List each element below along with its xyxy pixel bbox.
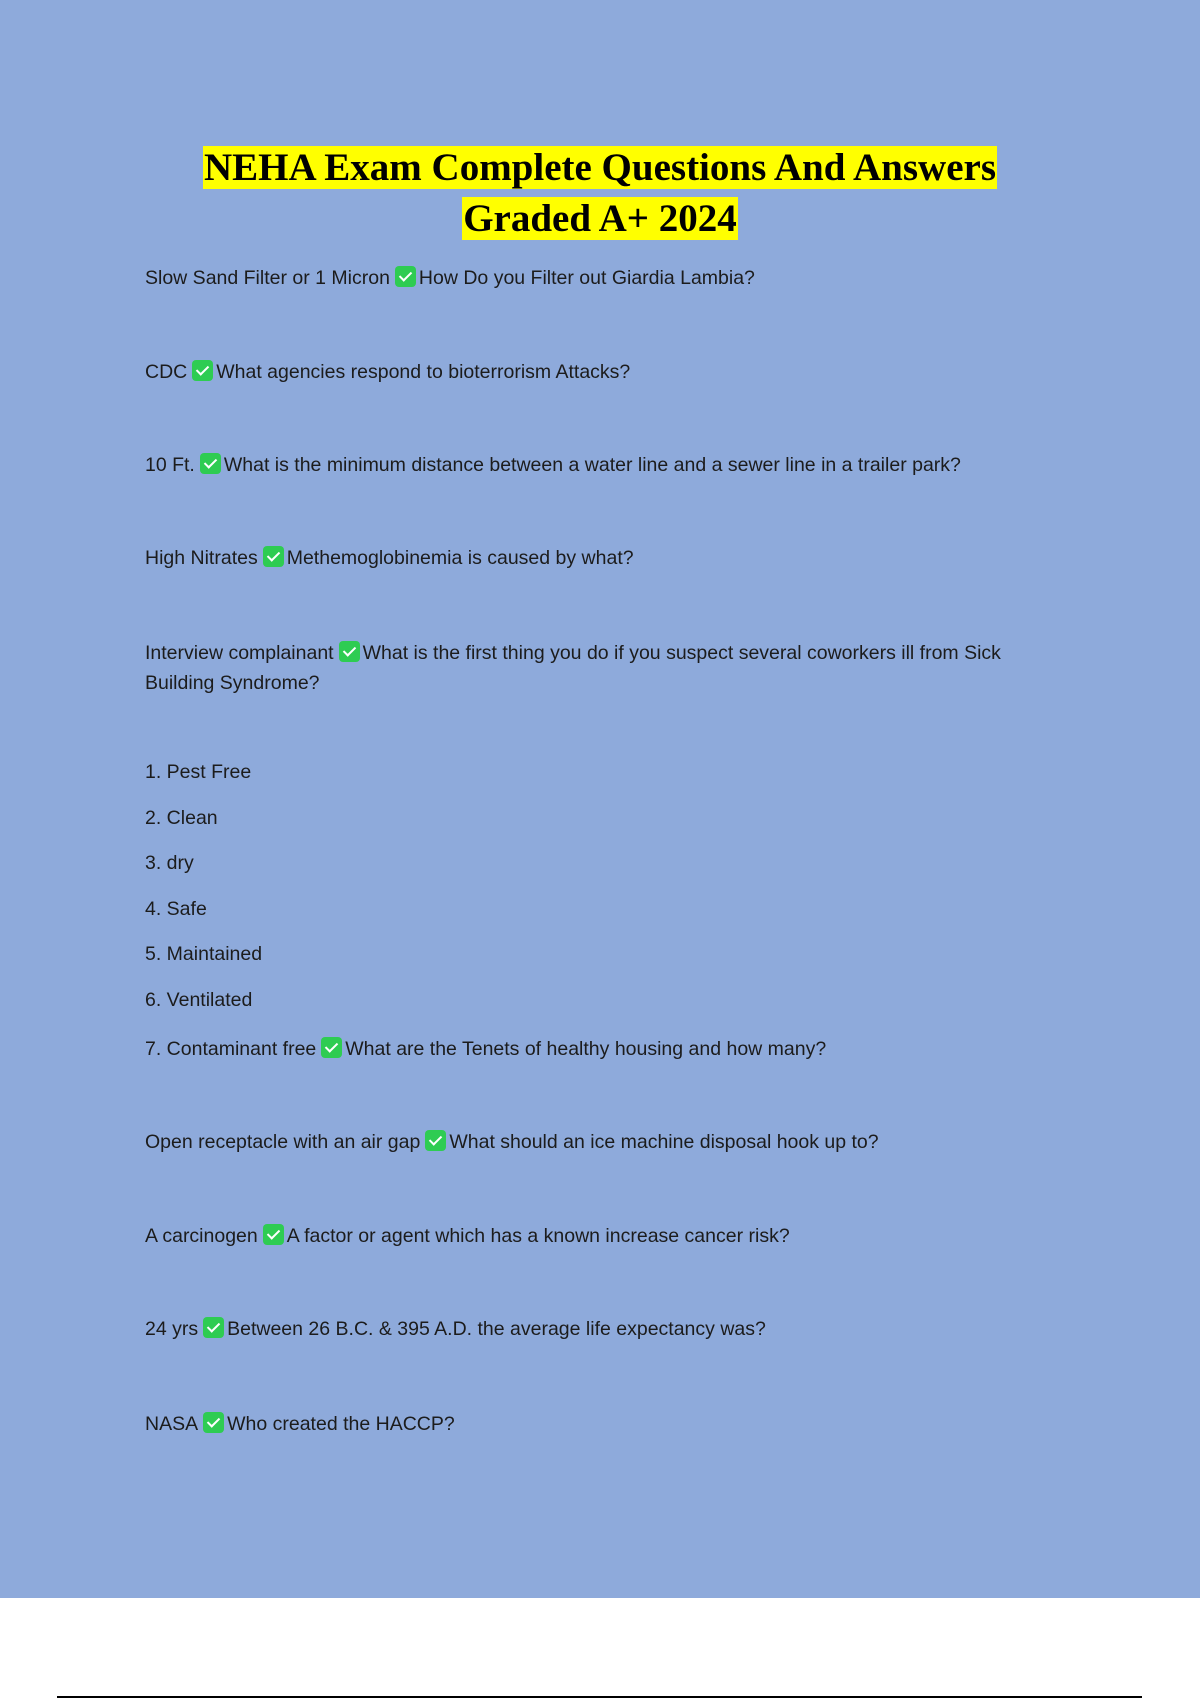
- title-line-2: Graded A+ 2024: [463, 197, 737, 240]
- qa-item: [145, 1409, 1075, 1439]
- tenet-item: 1. Pest Free: [145, 761, 252, 783]
- question-text: Who created the HACCP?: [227, 1413, 455, 1435]
- tenet-item: 5. Maintained: [145, 943, 263, 965]
- question-text: What are the Tenets of healthy housing and how many?: [345, 1038, 827, 1060]
- check-mark-icon: [200, 453, 221, 474]
- question-text: What should an ice machine disposal hook up to?: [449, 1131, 879, 1153]
- question-text: What is the minimum distance between a water line and a sewer line in a trailer park?: [223, 454, 961, 476]
- tenet-item: 6. Ventilated: [145, 989, 253, 1011]
- qa-item: [145, 1034, 1075, 1064]
- question-text: How Do you Filter out Giardia Lambia?: [418, 267, 755, 289]
- answer-text: CDC: [145, 361, 188, 383]
- qa-item: [145, 543, 1075, 573]
- check-mark-icon: [203, 1317, 224, 1338]
- tenet-item: 4. Safe: [145, 898, 207, 920]
- question-text: Between 26 B.C. & 395 A.D. the average life expectancy was?: [227, 1318, 766, 1340]
- check-mark-icon: [425, 1130, 446, 1151]
- check-mark-icon: [263, 546, 284, 567]
- qa-item: [145, 1127, 1075, 1157]
- answer-text: A carcinogen: [145, 1225, 258, 1247]
- answer-text: 7. Contaminant free: [145, 1038, 317, 1060]
- tenet-item: 3. dry: [145, 852, 194, 874]
- qa-item: [145, 450, 1075, 480]
- check-mark-icon: [395, 266, 416, 287]
- tenet-item: 2. Clean: [145, 807, 218, 829]
- answer-text: Open receptacle with an air gap: [145, 1131, 421, 1153]
- answer-text: High Nitrates: [145, 547, 258, 569]
- qa-item: [145, 638, 1075, 698]
- question-text: What is the first thing you do if you suspect several coworkers ill from Sick Building Syndrome?: [145, 642, 1001, 694]
- answer-text: Interview complainant: [145, 642, 334, 664]
- question-text: A factor or agent which has a known increase cancer risk?: [286, 1225, 790, 1247]
- answer-text: 24 yrs: [145, 1318, 199, 1340]
- check-mark-icon: [321, 1037, 342, 1058]
- qa-item: [145, 263, 1075, 293]
- question-text: What agencies respond to bioterrorism Attacks?: [216, 361, 631, 383]
- check-mark-icon: [263, 1224, 284, 1245]
- qa-item: [145, 1221, 1075, 1251]
- footer-divider: [57, 1696, 1142, 1698]
- check-mark-icon: [203, 1412, 224, 1433]
- check-mark-icon: [339, 641, 360, 662]
- question-text: Methemoglobinemia is caused by what?: [286, 547, 634, 569]
- qa-item: [145, 1314, 1075, 1344]
- answer-text: 10 Ft.: [145, 454, 195, 476]
- title-line-1: NEHA Exam Complete Questions And Answers: [204, 146, 996, 189]
- answer-text: Slow Sand Filter or 1 Micron: [145, 267, 390, 289]
- qa-item: [145, 357, 1075, 387]
- answer-text: NASA: [145, 1413, 199, 1435]
- check-mark-icon: [192, 360, 213, 381]
- document-title: [0, 142, 1200, 244]
